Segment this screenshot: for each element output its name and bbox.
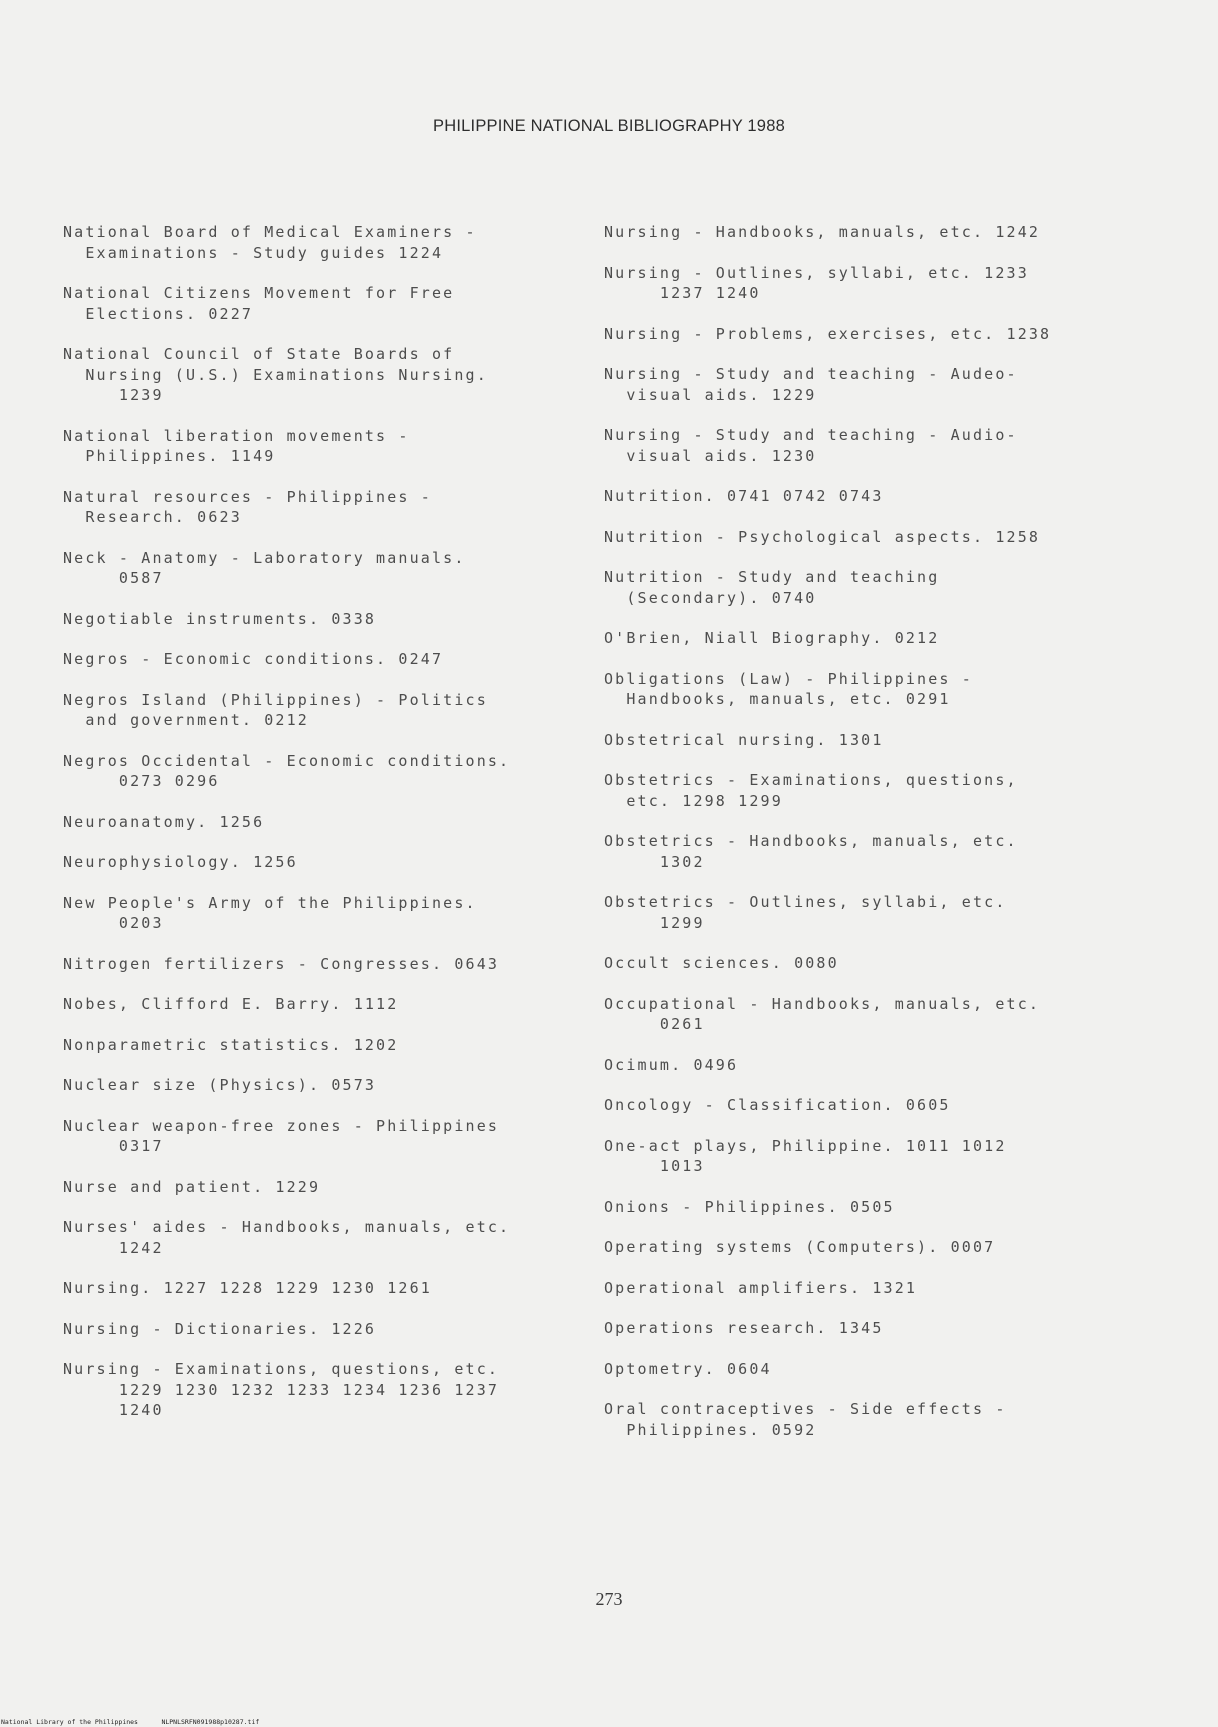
index-entry-line: 1302 (604, 852, 705, 871)
index-entry-line: etc. 1298 1299 (604, 791, 783, 810)
index-entry (63, 1359, 583, 1421)
index-entry-line: (Secondary). 0740 (604, 588, 817, 607)
index-entry-line: Oral contraceptives - Side effects - (604, 1400, 1007, 1418)
index-entry-line: Natural resources - Philippines - (63, 487, 432, 506)
index-entry-line: Nurse and patient. 1229 (63, 1177, 321, 1196)
index-entry (604, 1399, 1124, 1440)
index-entry (63, 1177, 583, 1198)
index-entry-line: Nursing - Handbooks, manuals, etc. 1242 (604, 223, 1041, 241)
index-entry-line: 1239 (63, 386, 164, 404)
index-entry (63, 893, 583, 934)
index-entry (604, 1278, 1124, 1299)
index-entry (604, 425, 1124, 466)
index-entry-line: One-act plays, Philippine. 1011 1012 (604, 1136, 1007, 1155)
index-entry-line: National Citizens Movement for Free (63, 284, 455, 302)
index-entry-line: 1240 (63, 1401, 164, 1419)
index-entry-line: Elections. 0227 (63, 304, 254, 323)
left-column (63, 222, 583, 1441)
index-entry-line: visual aids. 1230 (604, 446, 817, 465)
index-entry-line: Negros Occidental - Economic conditions. (63, 751, 511, 770)
index-entry-line: Operating systems (Computers). 0007 (604, 1238, 996, 1256)
index-entry-line: 1299 (604, 913, 705, 932)
index-entry (63, 426, 583, 467)
index-entry-line: 0587 (63, 569, 164, 587)
index-entry-line: Nuclear size (Physics). 0573 (63, 1076, 377, 1094)
index-entry (604, 953, 1124, 974)
index-entry-line: Nobes, Clifford E. Barry. 1112 (63, 995, 399, 1013)
index-entry (604, 1055, 1124, 1076)
index-entry-line: 1242 (63, 1238, 164, 1257)
index-entry (604, 324, 1124, 345)
index-entry (604, 730, 1124, 751)
page-title: PHILIPPINE NATIONAL BIBLIOGRAPHY 1988 (433, 117, 785, 135)
index-entry (63, 852, 583, 873)
index-entry (604, 892, 1124, 933)
index-entry-line: Philippines. 1149 (63, 447, 276, 465)
index-entry (604, 831, 1124, 872)
page-number: 273 (595, 1589, 623, 1609)
index-entry-line: Nursing - Study and teaching - Audio- (604, 426, 1018, 444)
index-entry-line: Research. 0623 (63, 508, 242, 526)
index-entry-line: Examinations - Study guides 1224 (63, 243, 444, 262)
index-entry-line: Nursing - Problems, exercises, etc. 1238 (604, 324, 1052, 343)
index-entry-line: Operational amplifiers. 1321 (604, 1278, 918, 1297)
index-entry-line: Nurses' aides - Handbooks, manuals, etc. (63, 1218, 511, 1236)
index-entry (604, 1095, 1124, 1116)
index-entry (63, 487, 583, 528)
index-entry (63, 649, 583, 670)
index-entry-line: Occupational - Handbooks, manuals, etc. (604, 994, 1041, 1013)
index-entry-line: Nursing - Dictionaries. 1226 (63, 1319, 377, 1338)
index-entry (604, 486, 1124, 507)
index-entry (63, 283, 583, 324)
index-entry (604, 994, 1124, 1035)
index-entry (63, 1217, 583, 1258)
index-entry-line: Nursing - Study and teaching - Audeo- (604, 365, 1018, 383)
index-entry-line: Nursing - Outlines, syllabi, etc. 1233 (604, 263, 1029, 282)
index-entry-line: 1229 1230 1232 1233 1234 1236 1237 (63, 1380, 500, 1399)
index-entry-line: Obstetrics - Examinations, questions, (604, 771, 1018, 789)
index-entry-line: Nursing (U.S.) Examinations Nursing. (63, 365, 488, 384)
index-entry-line: Negotiable instruments. 0338 (63, 609, 377, 628)
index-entry-line: Nutrition - Study and teaching (604, 568, 940, 586)
index-entry (604, 567, 1124, 608)
index-entry-line: 0273 0296 (63, 772, 220, 790)
index-entry (604, 1359, 1124, 1380)
index-entry-line: Obstetrical nursing. 1301 (604, 730, 884, 749)
index-entry-line: Obligations (Law) - Philippines - (604, 669, 973, 688)
index-entry (63, 994, 583, 1015)
index-entry (63, 954, 583, 975)
index-entry-line: 0261 (604, 1015, 705, 1033)
index-entry (63, 1278, 583, 1299)
right-column (604, 222, 1124, 1460)
index-entry-line: Nursing. 1227 1228 1229 1230 1261 (63, 1279, 432, 1297)
index-entry-line: Nuclear weapon-free zones - Philippines (63, 1116, 500, 1135)
index-entry-line: Ocimum. 0496 (604, 1055, 739, 1074)
index-entry-line: Occult sciences. 0080 (604, 954, 839, 972)
index-entry (604, 263, 1124, 304)
index-entry (63, 812, 583, 833)
index-entry-line: O'Brien, Niall Biography. 0212 (604, 629, 940, 647)
index-entry (63, 751, 583, 792)
index-entry (63, 1116, 583, 1157)
index-entry-line: 0317 (63, 1137, 164, 1155)
index-entry-line: Negros - Economic conditions. 0247 (63, 650, 444, 668)
index-entry-line: Neuroanatomy. 1256 (63, 812, 265, 831)
index-entry-line: 1013 (604, 1157, 705, 1175)
index-entry-line: National Council of State Boards of (63, 345, 455, 363)
index-entry-line: and government. 0212 (63, 711, 309, 729)
index-entry-line: New People's Army of the Philippines. (63, 893, 477, 912)
index-entry (604, 1136, 1124, 1177)
index-entry-line: Optometry. 0604 (604, 1359, 772, 1378)
index-entry (604, 1197, 1124, 1218)
index-entry-line: Obstetrics - Handbooks, manuals, etc. (604, 832, 1018, 850)
index-entry-line: Neurophysiology. 1256 (63, 853, 298, 871)
index-entry-line: Neck - Anatomy - Laboratory manuals. (63, 548, 466, 567)
index-entry (604, 527, 1124, 548)
index-entry-line: Philippines. 0592 (604, 1420, 817, 1439)
index-entry-line: 1237 1240 (604, 284, 761, 302)
index-entry (63, 1319, 583, 1340)
index-entry-line: Nonparametric statistics. 1202 (63, 1035, 399, 1054)
index-entry (63, 548, 583, 589)
index-entry (63, 609, 583, 630)
index-entry-line: Nursing - Examinations, questions, etc. (63, 1360, 500, 1378)
index-entry (63, 222, 583, 263)
index-entry-line: Nutrition - Psychological aspects. 1258 (604, 527, 1041, 546)
index-entry-line: Oncology - Classification. 0605 (604, 1096, 951, 1114)
index-entry-line: Operations research. 1345 (604, 1319, 884, 1337)
index-entry-line: Onions - Philippines. 0505 (604, 1197, 895, 1216)
scan-footer: National Library of the Philippines NLPNLSRFN091988p10287.tif (1, 1718, 260, 1726)
index-entry (63, 690, 583, 731)
index-entry-line: Obstetrics - Outlines, syllabi, etc. (604, 893, 1007, 911)
index-entry-line: Nitrogen fertilizers - Congresses. 0643 (63, 954, 500, 973)
index-entry (604, 628, 1124, 649)
index-entry-line: Negros Island (Philippines) - Politics (63, 690, 488, 709)
index-entry (604, 770, 1124, 811)
index-entry-line: Handbooks, manuals, etc. 0291 (604, 690, 951, 708)
index-entry (63, 1035, 583, 1056)
index-entry (63, 344, 583, 406)
index-entry (604, 1318, 1124, 1339)
index-entry (604, 1237, 1124, 1258)
index-entry-line: visual aids. 1229 (604, 385, 817, 404)
index-entry (604, 222, 1124, 243)
index-entry-line: 0203 (63, 914, 164, 932)
index-entry-line: National liberation movements - (63, 426, 410, 445)
index-entry (604, 364, 1124, 405)
index-entry-line: National Board of Medical Examiners - (63, 223, 477, 241)
index-entry (604, 669, 1124, 710)
index-entry-line: Nutrition. 0741 0742 0743 (604, 487, 884, 505)
index-entry (63, 1075, 583, 1096)
